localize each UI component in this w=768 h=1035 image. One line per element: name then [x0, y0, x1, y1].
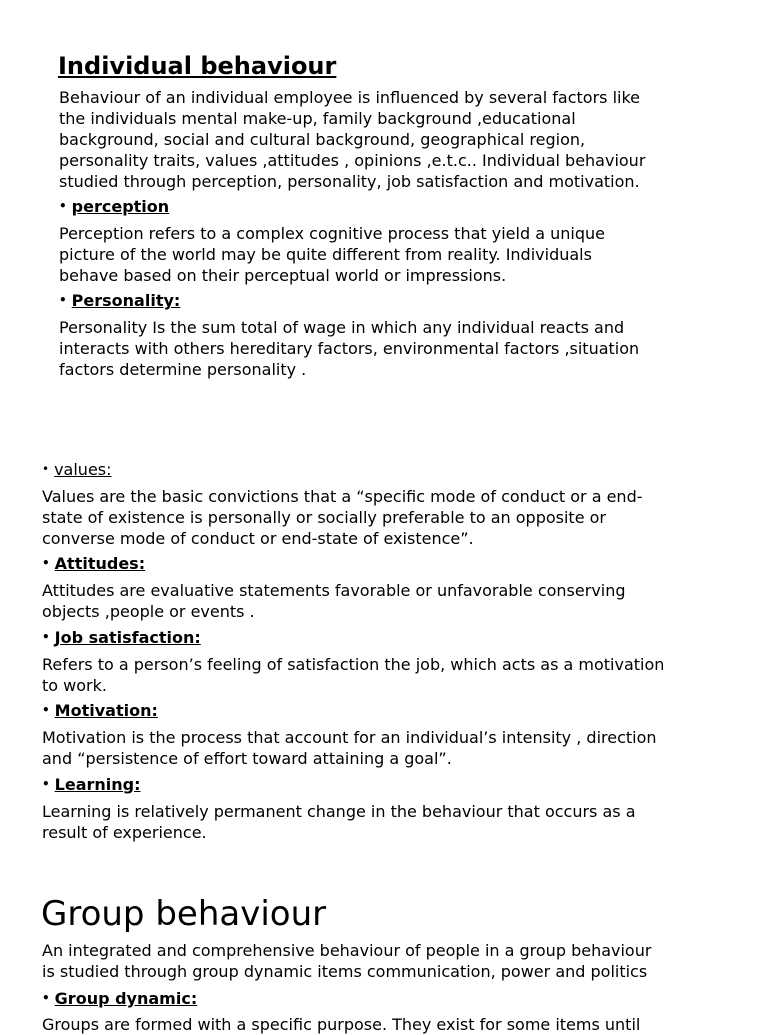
- group-dynamic-heading: • Group dynamic:: [42, 989, 198, 1008]
- bullet-icon: •: [42, 777, 50, 791]
- bullet-icon: •: [42, 556, 50, 570]
- learning-text: Learning is relatively permanent change in the behaviour that occurs as a result of experience.: [42, 802, 636, 842]
- page-title: Individual behaviour: [58, 52, 337, 80]
- perception-text: Perception refers to a complex cognitive process that yield a unique picture of the world may be quite different from reality. Individuals behave based on their perceptual world or impressions.: [59, 224, 605, 285]
- values-heading: • values:: [42, 460, 112, 479]
- learning-heading: • Learning:: [42, 775, 141, 794]
- group-dynamic-text: Groups are formed with a specific purpose. They exist for some items until: [42, 1015, 641, 1034]
- bullet-icon: •: [42, 703, 50, 717]
- group-intro: An integrated and comprehensive behaviour of people in a group behaviour is studied through group dynamic items communication, power and politics: [42, 941, 652, 981]
- intro-paragraph: Behaviour of an individual employee is influenced by several factors like the individuals mental make-up, family background ,educational background, social and cultural background, geographical region, personality traits, values ,attitudes , opinions ,e.t.c.. Individual behaviour studied through perception, personality, job satisfaction and motivation.: [59, 88, 646, 191]
- bullet-icon: •: [42, 630, 50, 644]
- bullet-icon: •: [42, 991, 50, 1005]
- bullet-icon: •: [59, 199, 67, 213]
- motivation-heading: • Motivation:: [42, 701, 158, 720]
- attitudes-heading: • Attitudes:: [42, 554, 146, 573]
- personality-text: Personality Is the sum total of wage in which any individual reacts and interacts with others hereditary factors, environmental factors ,situation factors determine personality .: [59, 318, 640, 379]
- job-satisfaction-heading: • Job satisfaction:: [42, 628, 201, 647]
- bullet-icon: •: [59, 293, 67, 307]
- attitudes-text: Attitudes are evaluative statements favorable or unfavorable conserving objects ,people or events .: [42, 581, 626, 621]
- personality-heading: • Personality:: [59, 291, 181, 310]
- perception-heading: • perception: [59, 197, 170, 216]
- bullet-icon: •: [42, 462, 50, 476]
- job-satisfaction-text: Refers to a person’s feeling of satisfaction the job, which acts as a motivation to work.: [42, 655, 665, 695]
- motivation-text: Motivation is the process that account for an individual’s intensity , direction and “persistence of effort toward attaining a goal”.: [42, 728, 657, 768]
- values-text: Values are the basic convictions that a “specific mode of conduct or a end- state of existence is personally or socially preferable to an opposite or converse mode of conduct or end-state of existence”.: [42, 487, 643, 548]
- group-title: Group behaviour: [41, 894, 327, 934]
